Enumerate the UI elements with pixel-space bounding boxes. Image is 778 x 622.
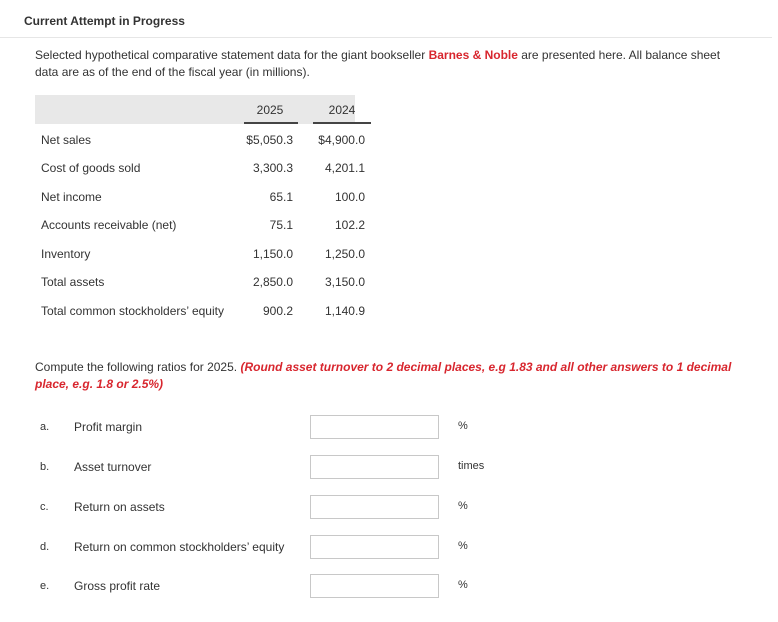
value-2025: 65.1 [269, 190, 293, 204]
question-profit-margin [0, 415, 778, 439]
value-2025: 1,150.0 [252, 247, 293, 261]
question-label: Profit margin [74, 420, 143, 434]
unit-label: % [458, 540, 468, 552]
question-asset-turnover [0, 455, 778, 479]
unit-label: % [458, 500, 468, 512]
unit-label: % [458, 579, 468, 591]
column-header-2025: 2025 [256, 103, 284, 117]
table-row [41, 161, 381, 178]
value-2024: 100.0 [334, 190, 365, 204]
value-2024: 102.2 [334, 218, 365, 232]
row-label: Accounts receivable (net) [41, 218, 177, 232]
value-2024: 4,201.1 [324, 161, 365, 175]
value-2024: 1,250.0 [324, 247, 365, 261]
question-letter: b. [40, 461, 50, 473]
question-label: Return on common stockholders’ equity [74, 540, 285, 554]
profit-margin-input[interactable] [310, 415, 439, 439]
unit-label: % [458, 420, 468, 432]
row-label: Cost of goods sold [41, 161, 141, 175]
return-on-equity-input[interactable] [310, 535, 439, 559]
row-label: Total common stockholders’ equity [41, 304, 224, 318]
intro-brand: Barnes & Noble [428, 48, 518, 62]
value-2025: $5,050.3 [246, 133, 293, 147]
row-label: Total assets [41, 275, 105, 289]
question-label: Asset turnover [74, 460, 152, 474]
value-2025: 3,300.3 [252, 161, 293, 175]
row-label: Net income [41, 190, 102, 204]
value-2024: 3,150.0 [324, 275, 365, 289]
intro-text-after: are presented here. All balance sheet data are as of the end of the fiscal year (in millions). [35, 48, 721, 79]
rounding-note: (Round asset turnover to 2 decimal places, e.g 1.83 and all other answers to 1 decimal place, e.g. 1.8 or 2.5%) [35, 360, 732, 391]
return-on-assets-input[interactable] [310, 495, 439, 519]
row-label: Inventory [41, 247, 91, 261]
question-label: Gross profit rate [74, 579, 161, 593]
question-return-on-equity [0, 535, 778, 559]
question-label: Return on assets [74, 500, 165, 514]
question-letter: d. [40, 541, 50, 553]
intro-text-before: Selected hypothetical comparative statement data for the giant bookseller [35, 48, 429, 62]
table-row [41, 190, 381, 207]
page-title: Current Attempt in Progress [24, 14, 185, 28]
value-2025: 900.2 [262, 304, 293, 318]
question-gross-profit-rate [0, 574, 778, 598]
table-row [41, 247, 381, 264]
question-letter: a. [40, 421, 50, 433]
column-underline-2024 [313, 122, 371, 124]
question-return-on-assets [0, 495, 778, 519]
table-row [41, 304, 381, 321]
table-header [35, 95, 355, 124]
unit-label: times [458, 460, 485, 472]
table-row [41, 275, 381, 292]
value-2025: 2,850.0 [252, 275, 293, 289]
table-row [41, 133, 381, 150]
instructions [35, 359, 735, 393]
value-2024: 1,140.9 [324, 304, 365, 318]
instructions-text: Compute the following ratios for 2025. [35, 360, 241, 374]
question-letter: e. [40, 580, 50, 592]
problem-intro [35, 47, 735, 81]
value-2025: 75.1 [269, 218, 293, 232]
column-header-2024: 2024 [328, 103, 356, 117]
row-label: Net sales [41, 133, 92, 147]
asset-turnover-input[interactable] [310, 455, 439, 479]
table-row [41, 218, 381, 235]
column-underline-2025 [244, 122, 298, 124]
value-2024: $4,900.0 [318, 133, 365, 147]
gross-profit-rate-input[interactable] [310, 574, 439, 598]
header-bar [0, 0, 772, 38]
question-letter: c. [40, 501, 49, 513]
